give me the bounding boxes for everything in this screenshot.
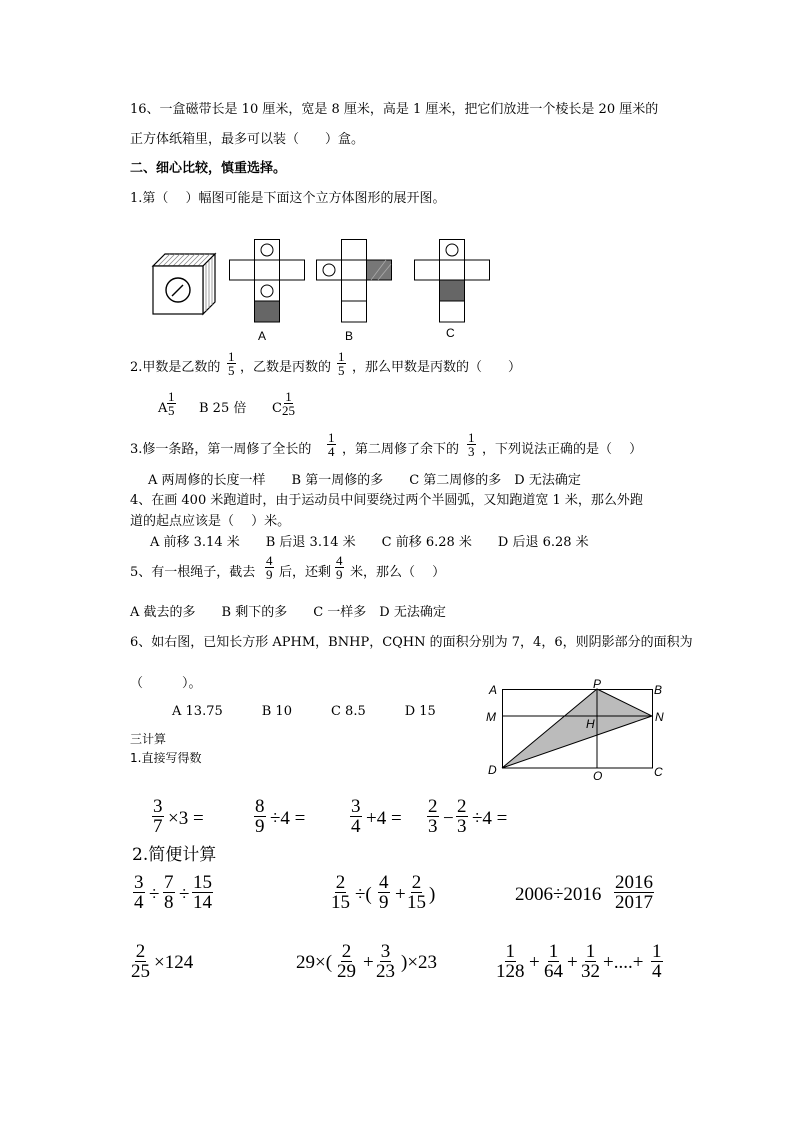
simple-5-lead: 29×( bbox=[296, 952, 333, 973]
simple-2-frac-2: $\frac{4}{9}$ bbox=[379, 872, 389, 913]
simple-5-frac-1: $\frac{2}{29}$ bbox=[337, 941, 356, 982]
direct-4-minus: − bbox=[443, 808, 454, 829]
simple-6-op-3: +....+ bbox=[603, 952, 644, 973]
simple-6-frac-3: $\frac{1}{32}$ bbox=[581, 941, 600, 982]
fig-label-n: N bbox=[655, 710, 664, 724]
simple-6-op-2: + bbox=[567, 952, 578, 973]
section-3-title: 三计算 bbox=[130, 732, 167, 746]
direct-1-frac: $\frac{3}{7}$ bbox=[153, 796, 163, 837]
direct-4-frac-2: $\frac{2}{3}$ bbox=[457, 796, 467, 837]
fig-label-h: H bbox=[586, 717, 595, 731]
cube-figure bbox=[150, 246, 220, 316]
choice-4-line2: 道的起点应该是（ ）米。 bbox=[130, 514, 291, 529]
net-c-label: C bbox=[446, 326, 455, 340]
simple-2-op-2: + bbox=[395, 884, 406, 905]
simple-1-frac-2: $\frac{7}{8}$ bbox=[164, 872, 174, 913]
choice-2-opt-c: C bbox=[272, 401, 282, 416]
choice-5-frac-2: $\frac{4}{9}$ bbox=[336, 553, 343, 582]
choice-6-options: A 13.75 B 10 C 8.5 D 15 bbox=[172, 704, 436, 719]
choice-1-text: 1.第（ ）幅图可能是下面这个立方体图形的展开图。 bbox=[130, 191, 446, 206]
simple-6-op-1: + bbox=[529, 952, 540, 973]
choice-5-text-2: 后，还剩 bbox=[279, 565, 332, 580]
fig-label-o: O bbox=[593, 769, 603, 783]
choice-2-frac-1: $\frac{1}{5}$ bbox=[228, 349, 235, 378]
simple-5-op: + bbox=[363, 952, 374, 973]
choice-5-text-3: 米，那么（ ） bbox=[350, 565, 446, 580]
simple-1-frac-3: $\frac{15}{14}$ bbox=[193, 872, 212, 913]
choice-2-opt-a-frac: $\frac{1}{5}$ bbox=[168, 389, 175, 418]
net-b bbox=[316, 239, 392, 323]
choice-3-frac-1: $\frac{1}{4}$ bbox=[328, 430, 335, 459]
simple-1-frac-1: $\frac{3}{4}$ bbox=[134, 872, 144, 913]
simple-2-frac-3: $\frac{2}{15}$ bbox=[407, 872, 426, 913]
section-2-title: 二、细心比较，慎重选择。 bbox=[130, 161, 287, 176]
fig-label-p: P bbox=[593, 677, 602, 691]
choice-2-frac-2: $\frac{1}{5}$ bbox=[338, 349, 345, 378]
net-a bbox=[229, 239, 305, 323]
rectangle-figure bbox=[502, 689, 654, 769]
choice-4-line1: 4、在画 400 米跑道时，由于运动员中间要绕过两个半圆弧，又知跑道宽 1 米，那么外跑 bbox=[130, 493, 643, 508]
choice-3-text-2: ，第二周修了余下的 bbox=[342, 442, 460, 457]
choice-5-frac-1: $\frac{4}{9}$ bbox=[266, 553, 273, 582]
simple-3-lead: 2006÷2016 bbox=[515, 884, 602, 905]
choice-3-options: A 两周修的长度一样 B 第一周修的多 C 第二周修的多 D 无法确定 bbox=[148, 473, 581, 488]
simple-1-op-1: ÷ bbox=[149, 884, 160, 905]
direct-4-tail: ÷4 = bbox=[472, 808, 508, 829]
choice-5-options: A 截去的多 B 剩下的多 C 一样多 D 无法确定 bbox=[130, 605, 446, 620]
fig-label-a: A bbox=[489, 683, 498, 697]
section-3-sub1: 1.直接写得数 bbox=[130, 751, 202, 765]
simple-3-frac: $\frac{2016}{2017}$ bbox=[615, 872, 653, 913]
simple-2-close: ) bbox=[429, 884, 436, 905]
net-b-label: B bbox=[345, 329, 354, 343]
choice-6-line2: （ ）。 bbox=[130, 676, 202, 691]
q16-line2: 正方体纸箱里，最多可以装（ ）盒。 bbox=[130, 132, 365, 147]
simple-2-op-1: ÷( bbox=[355, 884, 372, 905]
direct-3-frac: $\frac{3}{4}$ bbox=[351, 796, 361, 837]
simple-1-op-2: ÷ bbox=[179, 884, 190, 905]
choice-6-line1: 6、如右图，已知长方形 APHM，BNHP，CQHN 的面积分别为 7，4，6，则阴影部分的面积为 bbox=[130, 635, 693, 650]
section-3-sub2: 2.简便计算 bbox=[132, 845, 217, 865]
net-c bbox=[414, 239, 490, 323]
choice-2-text-2: ，乙数是丙数的 bbox=[240, 360, 332, 375]
fig-label-d: D bbox=[488, 763, 497, 777]
simple-2-frac-1: $\frac{2}{15}$ bbox=[331, 872, 350, 913]
choice-2-opt-a: A bbox=[158, 401, 168, 416]
q16-line1: 16、一盒磁带长是 10 厘米，宽是 8 厘米，高是 1 厘米，把它们放进一个棱长是 20 厘米的 bbox=[130, 102, 659, 117]
choice-3-text-3: ，下列说法正确的是（ ） bbox=[482, 442, 643, 457]
fig-label-c: C bbox=[654, 765, 663, 779]
choice-4-options: A 前移 3.14 米 B 后退 3.14 米 C 前移 6.28 米 D 后退 6.28 米 bbox=[150, 535, 589, 550]
fig-label-m: M bbox=[486, 710, 496, 724]
choice-2-opt-c-frac: $\frac{1}{25}$ bbox=[282, 389, 295, 418]
direct-1-tail: ×3 = bbox=[168, 808, 204, 829]
simple-4-frac: $\frac{2}{25}$ bbox=[131, 941, 150, 982]
direct-3-tail: +4 = bbox=[366, 808, 402, 829]
simple-5-tail: )×23 bbox=[401, 952, 438, 973]
choice-3-text-1: 3.修一条路，第一周修了全长的 bbox=[130, 442, 312, 457]
direct-2-tail: ÷4 = bbox=[270, 808, 306, 829]
simple-6-frac-1: $\frac{1}{128}$ bbox=[496, 941, 525, 982]
choice-2-text-3: ，那么甲数是丙数的（ ） bbox=[352, 360, 522, 375]
choice-2-opt-b: B 25 倍 bbox=[199, 401, 247, 416]
simple-5-frac-2: $\frac{3}{23}$ bbox=[376, 941, 395, 982]
fig-label-b: B bbox=[654, 683, 663, 697]
direct-4-frac-1: $\frac{2}{3}$ bbox=[428, 796, 438, 837]
choice-3-frac-2: $\frac{1}{3}$ bbox=[468, 430, 475, 459]
choice-5-text-1: 5、有一根绳子，截去 bbox=[130, 565, 256, 580]
simple-6-frac-2: $\frac{1}{64}$ bbox=[544, 941, 563, 982]
simple-6-frac-4: $\frac{1}{4}$ bbox=[652, 941, 662, 982]
choice-2-text-1: 2.甲数是乙数的 bbox=[130, 360, 221, 375]
net-a-label: A bbox=[258, 329, 267, 343]
direct-2-frac: $\frac{8}{9}$ bbox=[255, 796, 265, 837]
simple-4-tail: ×124 bbox=[154, 952, 194, 973]
